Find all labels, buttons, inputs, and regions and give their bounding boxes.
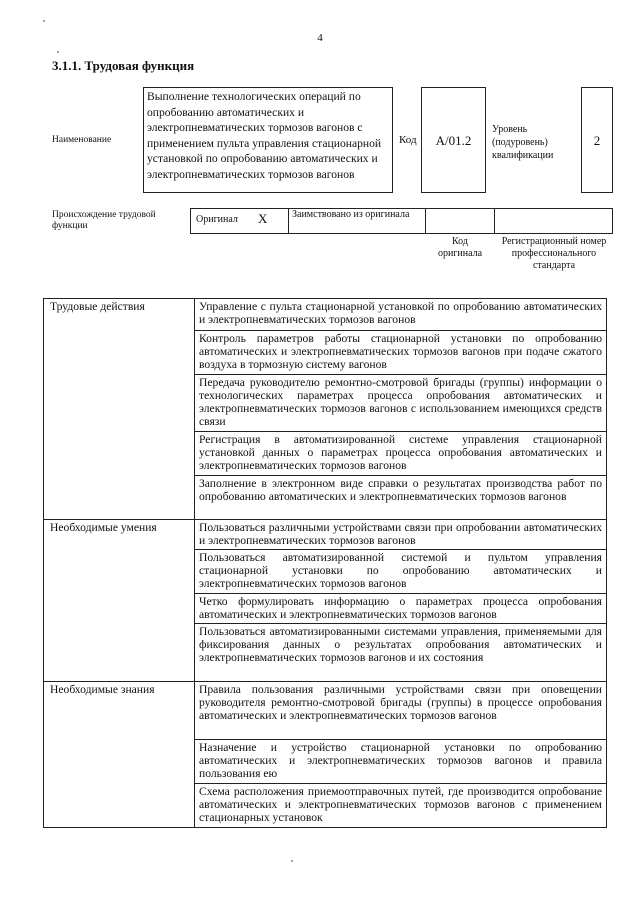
category-cell: Необходимые умения [44,520,195,682]
scan-speck [57,51,59,53]
table-cell: Пользоваться различными устройствами связи при опробовании автоматических и электропневматических тормозов вагонов [195,520,607,550]
code-label: Код [399,134,417,146]
code-value: А/01.2 [435,133,472,148]
table-cell: Передача руководителю ремонтно-смотровой бригады (группы) информации о технологических параметрах процесса опробования автоматических и электропневматических тормозов вагонов с использованием имеющихся средств связи [195,375,607,432]
table-row [44,682,607,740]
name-label: Наименование [52,135,112,145]
table-row [44,299,607,331]
borrowed-label: Заимствовано из оригинала [292,209,410,220]
code-original-caption: Код оригинала [437,236,483,259]
table-cell: Назначение и устройство стационарной установки по опробованию автоматических и электропневматических тормозов вагонов и правила пользования ею [195,740,607,784]
code-original-cell [425,208,495,234]
reg-number-caption: Регистрационный номер профессионального стандарта [501,236,607,271]
original-label: Оригинал [196,214,238,225]
function-details-table [43,298,607,828]
table-cell: Пользоваться автоматизированной системой и пультом управления стационарной установки по опробованию автоматических и электропневматических тормозов вагонов [195,550,607,594]
table-cell: Управление с пульта стационарной установкой по опробованию автоматических и электропневматических тормозов вагонов [195,299,607,331]
scan-speck [43,20,45,22]
page-number: 4 [317,32,323,44]
section-title: 3.1.1. Трудовая функция [52,58,195,73]
original-mark: X [258,211,268,226]
table-cell: Контроль параметров работы стационарной установки по опробованию автоматических и электропневматических тормозов вагонов при подаче сжатого воздуха в тормозную систему вагонов [195,331,607,375]
table-cell: Правила пользования различными устройствами связи при оповещении руководителя ремонтно-смотровой бригады (группы) в процессе опробования автоматических и электропневматических тормозов вагонов [195,682,607,740]
category-cell: Необходимые знания [44,682,195,828]
function-name: Выполнение технологических операций по опробованию автоматических и электропневматических тормозов вагонов с применением пульта управления стационарной установкой по опробованию автоматических и электропневматических тормозов вагонов [143,87,393,193]
level-label: Уровень (подуровень) квалификации [492,124,554,161]
table-cell: Регистрация в автоматизированной системе управления стационарной установкой данных о параметрах процесса опробования автоматических и электропневматических тормозов вагонов [195,432,607,476]
level-value: 2 [593,133,601,148]
category-cell: Трудовые действия [44,299,195,520]
table-cell: Схема расположения приемоотправочных путей, где производится опробование автоматических и электропневматических тормозов вагонов с применением стационарных установок [195,784,607,828]
scan-speck [291,860,293,862]
origin-label: Происхождение трудовой функции [52,210,156,231]
table-cell: Пользоваться автоматизированными системами управления, применяемыми для фиксирования данных о результатах опробования автоматических и электропневматических тормозов вагонов и их состояния [195,624,607,682]
table-cell: Заполнение в электронном виде справки о результатах производства работ по опробованию автоматических и электропневматических тормозов вагонов [195,476,607,520]
reg-number-cell [494,208,613,234]
table-cell: Четко формулировать информацию о параметрах процесса опробования автоматических и электропневматических тормозов вагонов [195,594,607,624]
table-row [44,520,607,550]
